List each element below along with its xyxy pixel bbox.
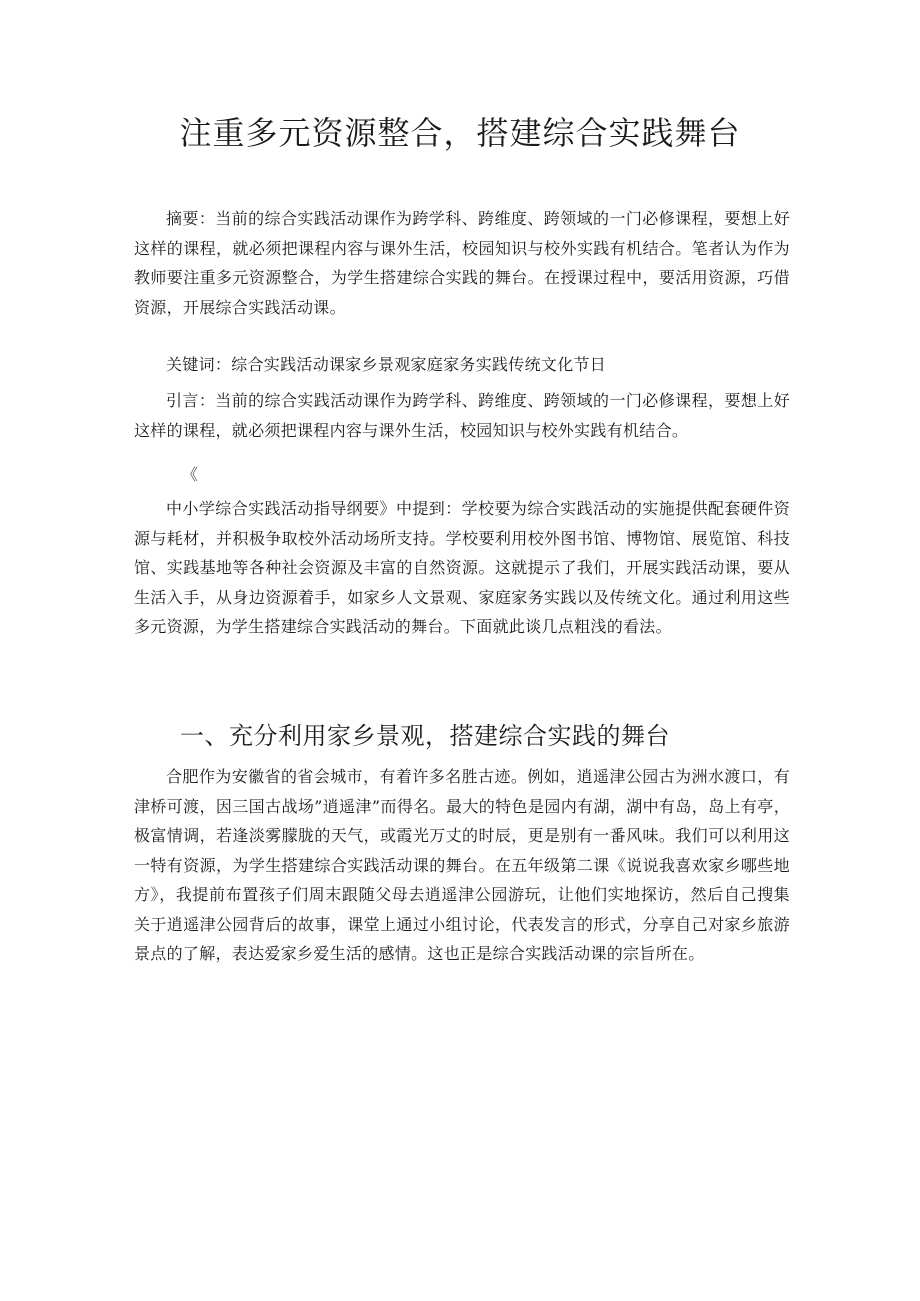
section-1-paragraph: 合肥作为安徽省的省会城市，有着许多名胜古迹。例如，逍遥津公园古为洲水渡口，有津桥可渡，因三国古战场”逍遥津”而得名。最大的特色是园内有湖，湖中有岛，岛上有亭，极富情调，若逢淡雾朦胧的天气，或霞光万丈的时辰，更是别有一番风味。我们可以利用这一特有资源，为学生搭建综合实践活动课的舞台。在五年级第二课《说说我喜欢家乡哪些地方》，我提前布置孩子们周末跟随父母去逍遥津公园游玩，让他们实地探访，然后自己搜集关于逍遥津公园背后的故事，课堂上通过小组讨论，代表发言的形式，分享自己对家乡旅游景点的了解，表达爱家乡爱生活的感情。这也正是综合实践活动课的宗旨所在。 (134, 767, 790, 963)
abstract-paragraph: 摘要：当前的综合实践活动课作为跨学科、跨维度、跨领域的一门必修课程，要想上好这样的课程，就必须把课程内容与课外生活，校园知识与校外实践有机结合。笔者认为作为教师要注重多元资源整合，为学生搭建综合实践的舞台。在授课过程中，要活用资源，巧借资源，开展综合实践活动课。 (134, 209, 790, 317)
keywords-line: 关键词：综合实践活动课家乡景观家庭家务实践传统文化节日 (166, 355, 607, 374)
document-title: 注重多元资源整合，搭建综合实践舞台 (179, 114, 741, 152)
intro-paragraph: 引言：当前的综合实践活动课作为跨学科、跨维度、跨领域的一门必修课程，要想上好这样的课程，就必须把课程内容与课外生活，校园知识与校外实践有机结合。 (134, 391, 790, 440)
intro-continued-paragraph: 中小学综合实践活动指导纲要》中提到：学校要为综合实践活动的实施提供配套硬件资源与耗材，并积极争取校外活动场所支持。学校要利用校外图书馆、博物馆、展览馆、科技馆、实践基地等各种社会资源及丰富的自然资源。这就提示了我们，开展实践活动课，要从生活入手，从身边资源着手，如家乡人文景观、家庭家务实践以及传统文化。通过利用这些多元资源，为学生搭建综合实践活动的舞台。下面就此谈几点粗浅的看法。 (134, 499, 790, 636)
section-1-heading: 一、充分利用家乡景观，搭建综合实践的舞台 (180, 722, 670, 750)
quote-mark: 《 (182, 465, 199, 484)
